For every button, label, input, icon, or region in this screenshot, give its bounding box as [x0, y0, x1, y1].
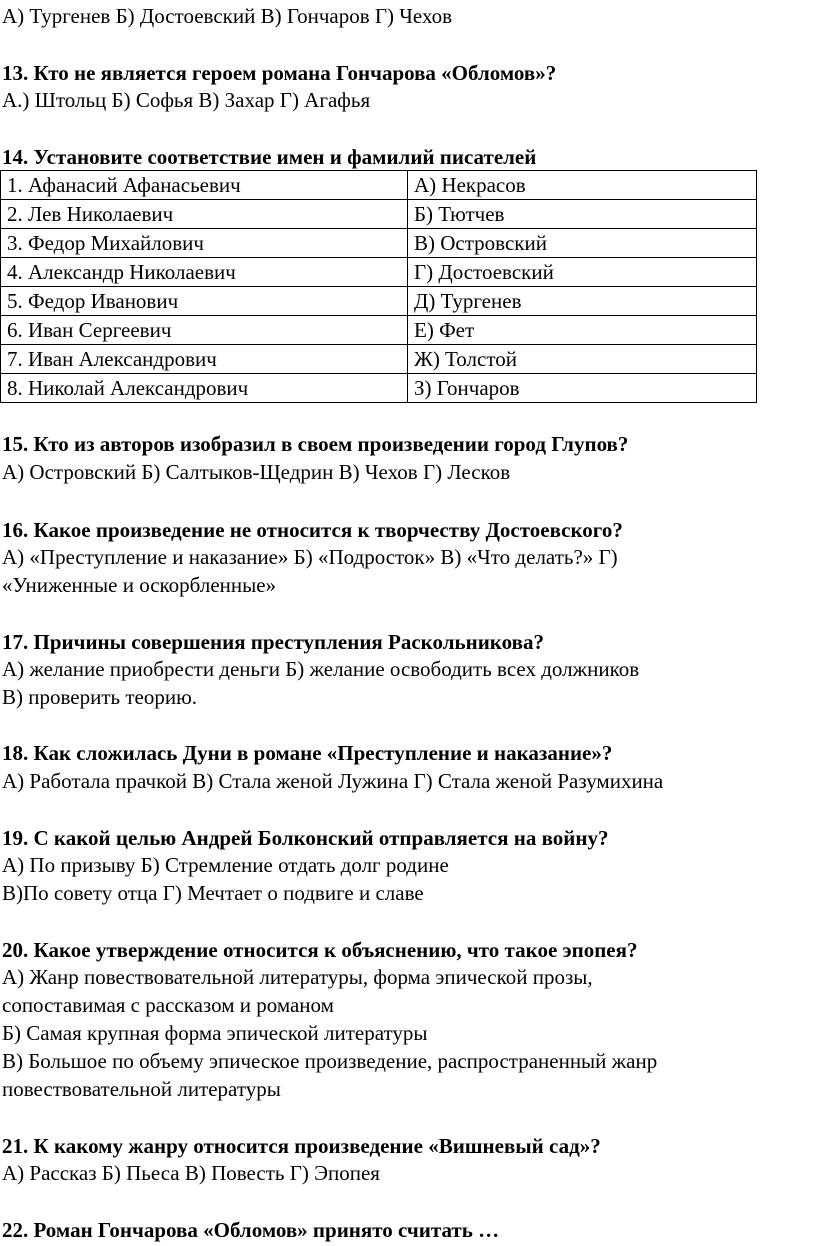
- q18-title: 18. Как сложилась Дуни в романе «Преступление и наказание»?: [2, 741, 613, 765]
- q14-title: 14. Установите соответствие имен и фамилий писателей: [2, 145, 537, 169]
- q16-options-line-1: А) «Преступление и наказание» Б) «Подросток» В) «Что делать?» Г): [2, 545, 618, 569]
- q13-title: 13. Кто не является героем романа Гончарова «Обломов»?: [2, 61, 557, 85]
- table-row: [1, 200, 757, 229]
- q20-line-1: А) Жанр повествовательной литературы, форма эпической прозы,: [2, 965, 593, 989]
- table-row: [1, 287, 757, 316]
- q19-options-line-1: А) По призыву Б) Стремление отдать долг родине: [2, 853, 449, 877]
- q20-line-5: повествовательной литературы: [2, 1077, 281, 1101]
- table-cell-surname: А) Некрасов: [408, 171, 757, 200]
- table-row: [1, 316, 757, 345]
- table-cell-name: 1. Афанасий Афанасьевич: [1, 171, 408, 200]
- q21-options: А) Рассказ Б) Пьеса В) Повесть Г) Эпопея: [2, 1161, 380, 1185]
- table-cell-surname: Е) Фет: [408, 316, 757, 345]
- table-cell-name: 5. Федор Иванович: [1, 287, 408, 316]
- table-cell-name: 8. Николай Александрович: [1, 374, 408, 403]
- q17-options-line-2: В) проверить теорию.: [2, 685, 198, 709]
- q16-options-line-2: «Униженные и оскорбленные»: [2, 573, 277, 597]
- table-row: [1, 229, 757, 258]
- table-row: [1, 374, 757, 403]
- q20-line-2: сопоставимая с рассказом и романом: [2, 993, 334, 1017]
- q18-options: А) Работала прачкой В) Стала женой Лужина Г) Стала женой Разумихина: [2, 769, 664, 793]
- table-cell-name: 7. Иван Александрович: [1, 345, 408, 374]
- q15-title: 15. Кто из авторов изобразил в своем произведении город Глупов?: [2, 432, 629, 456]
- q12-options: А) Тургенев Б) Достоевский В) Гончаров Г) Чехов: [2, 4, 453, 28]
- table-cell-surname: Б) Тютчев: [408, 200, 757, 229]
- matching-table: [0, 170, 757, 403]
- q16-title: 16. Какое произведение не относится к творчеству Достоевского?: [2, 518, 623, 542]
- q17-options-line-1: А) желание приобрести деньги Б) желание освободить всех должников: [2, 657, 640, 681]
- q17-title: 17. Причины совершения преступления Раскольникова?: [2, 630, 544, 654]
- table-cell-surname: В) Островский: [408, 229, 757, 258]
- table-row: [1, 258, 757, 287]
- q22-title: 22. Роман Гончарова «Обломов» принято считать …: [2, 1218, 500, 1242]
- table-row: [1, 171, 757, 200]
- q15-options: А) Островский Б) Салтыков-Щедрин В) Чехов Г) Лесков: [2, 460, 511, 484]
- table-cell-surname: Д) Тургенев: [408, 287, 757, 316]
- q20-line-4: В) Большое по объему эпическое произведение, распространенный жанр: [2, 1049, 658, 1073]
- table-row: [1, 345, 757, 374]
- q19-options-line-2: В)По совету отца Г) Мечтает о подвиге и славе: [2, 881, 424, 905]
- table-cell-surname: Г) Достоевский: [408, 258, 757, 287]
- table-cell-name: 4. Александр Николаевич: [1, 258, 408, 287]
- q19-title: 19. С какой целью Андрей Болконский отправляется на войну?: [2, 826, 609, 850]
- table-cell-name: 3. Федор Михайлович: [1, 229, 408, 258]
- table-cell-surname: Ж) Толстой: [408, 345, 757, 374]
- q20-line-3: Б) Самая крупная форма эпической литературы: [2, 1021, 428, 1045]
- table-cell-name: 2. Лев Николаевич: [1, 200, 408, 229]
- q13-options: А.) Штольц Б) Софья В) Захар Г) Агафья: [2, 88, 371, 112]
- q20-title: 20. Какое утверждение относится к объяснению, что такое эпопея?: [2, 938, 638, 962]
- q21-title: 21. К какому жанру относится произведение «Вишневый сад»?: [2, 1134, 601, 1158]
- table-cell-surname: З) Гончаров: [408, 374, 757, 403]
- table-cell-name: 6. Иван Сергеевич: [1, 316, 408, 345]
